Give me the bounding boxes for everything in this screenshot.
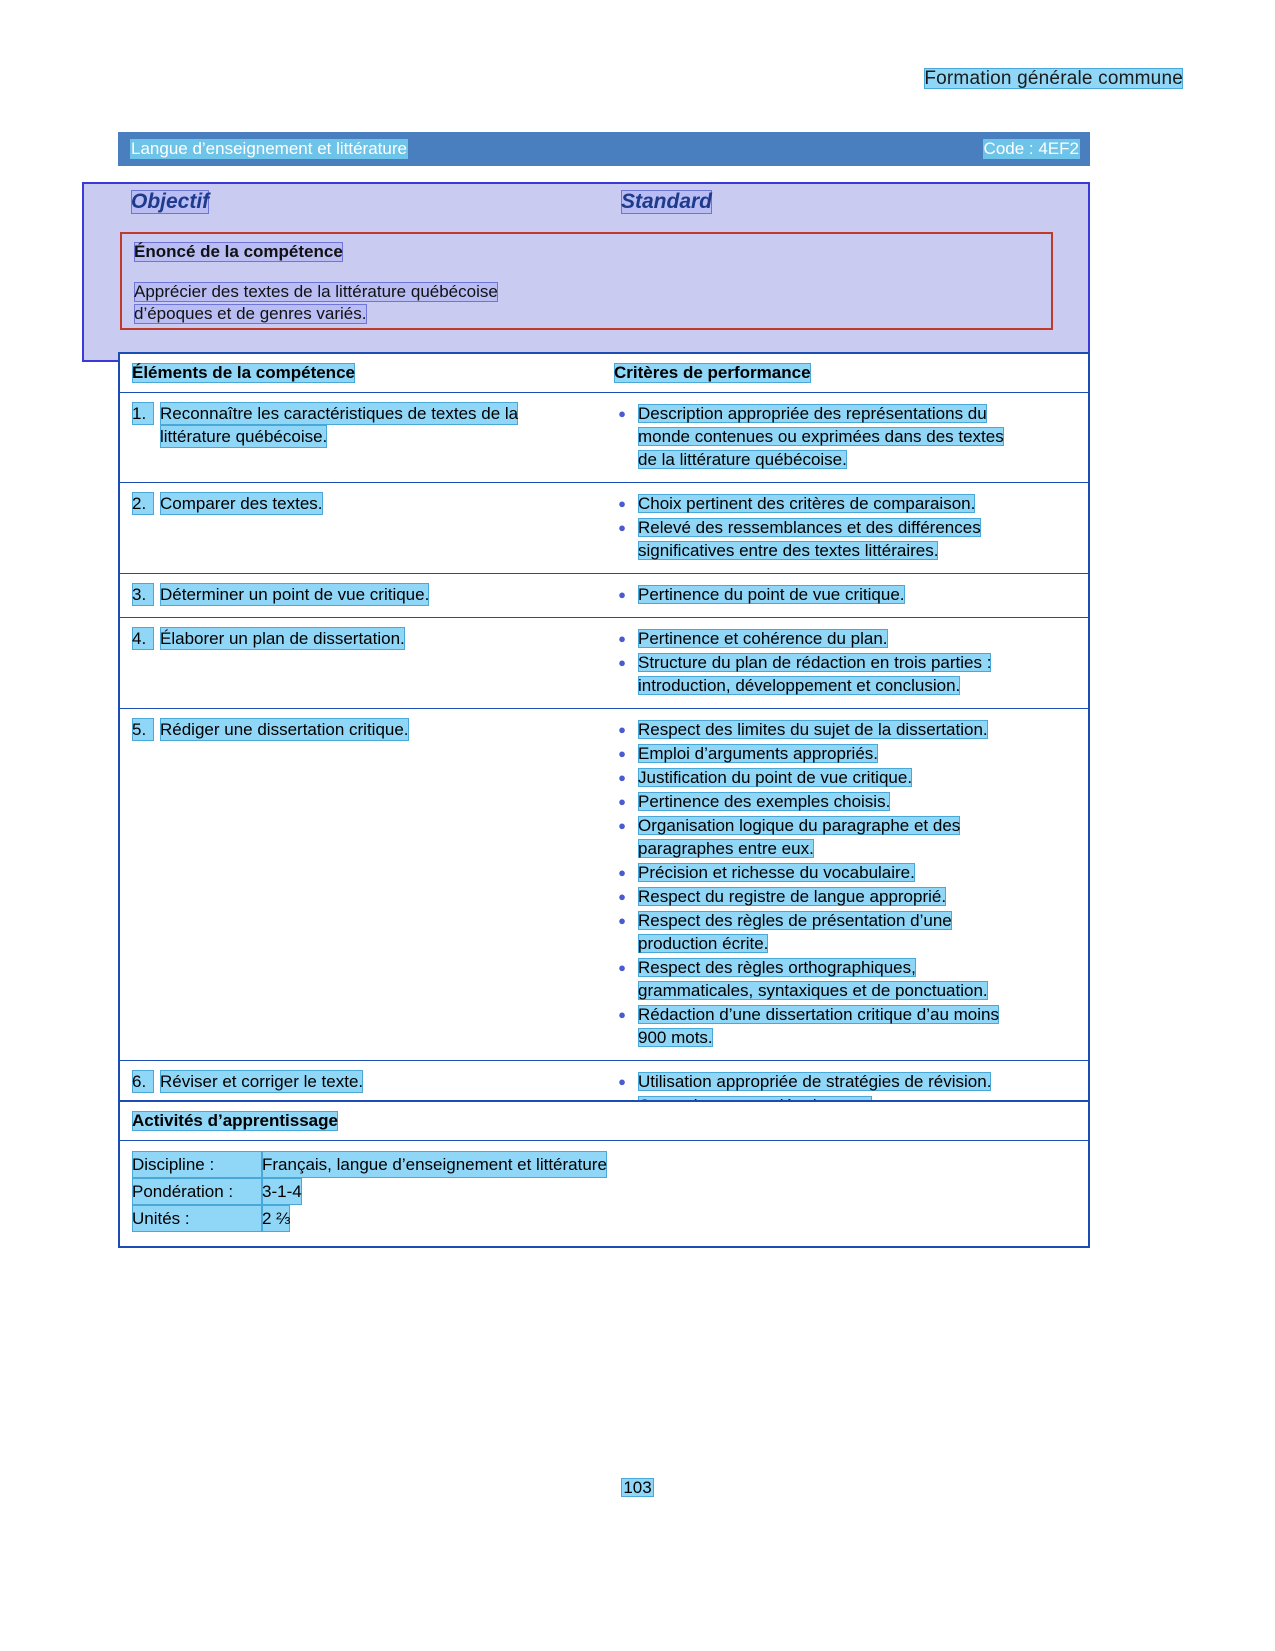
discipline-title-bar <box>118 132 1090 166</box>
enonce-competence-title: Énoncé de la compétence <box>134 242 343 261</box>
enonce-competence-line-1: Apprécier des textes de la littérature québécoise <box>134 282 498 301</box>
criterion-text: 900 mots. <box>638 1028 713 1047</box>
criterion-item <box>616 516 1080 562</box>
criterion-item <box>616 1003 1080 1049</box>
criterion-item <box>616 909 1080 955</box>
bullet-icon: ● <box>618 520 626 535</box>
criterion-text: de la littérature québécoise. <box>638 450 847 469</box>
page-header-running-title <box>924 68 1183 90</box>
element-number: 2. <box>132 492 154 515</box>
bullet-icon: ● <box>618 631 626 646</box>
criterion-text: Choix pertinent des critères de comparaison. <box>638 494 976 513</box>
criterion-item <box>616 583 1080 606</box>
element-text: Élaborer un plan de dissertation. <box>160 629 405 648</box>
criteria-cell <box>608 709 1088 1060</box>
criterion-item <box>616 766 1080 789</box>
criterion-text: grammaticales, syntaxiques et de ponctuation. <box>638 981 988 1000</box>
element-cell <box>120 618 608 708</box>
element-line <box>132 402 600 425</box>
element-number: 3. <box>132 583 154 606</box>
bullet-icon: ● <box>618 794 626 809</box>
activity-line <box>132 1205 1076 1232</box>
criterion-text: Structure du plan de rédaction en trois parties : <box>638 653 992 672</box>
criterion-item <box>616 742 1080 765</box>
criterion-text: Description appropriée des représentations du <box>638 404 987 423</box>
activity-label: Discipline : <box>132 1151 262 1178</box>
element-line <box>132 583 600 606</box>
bullet-icon: ● <box>618 1007 626 1022</box>
criterion-item <box>616 956 1080 1002</box>
learning-activities-title: Activités d’apprentissage <box>132 1111 338 1130</box>
learning-activities-header <box>120 1102 1088 1141</box>
bullet-icon: ● <box>618 889 626 904</box>
criterion-text: Relevé des ressemblances et des différences <box>638 518 981 537</box>
criterion-text: Pertinence et cohérence du plan. <box>638 629 888 648</box>
column-header-criteria: Critères de performance <box>614 363 811 382</box>
bullet-icon: ● <box>618 1074 626 1089</box>
objectif-label: Objectif <box>131 190 210 213</box>
criterion-text: Utilisation appropriée de stratégies de révision. <box>638 1072 992 1091</box>
activity-value: Français, langue d’enseignement et littérature <box>262 1151 607 1178</box>
bullet-icon: ● <box>618 655 626 670</box>
criterion-item <box>616 651 1080 697</box>
page-number: 103 <box>623 1478 652 1497</box>
criterion-text: Pertinence du point de vue critique. <box>638 585 905 604</box>
activity-line <box>132 1178 1076 1205</box>
discipline-name: Langue d’enseignement et littérature <box>131 139 407 158</box>
activity-value: 2 ⅔ <box>262 1205 290 1232</box>
table-row <box>120 618 1088 709</box>
page-footer <box>0 1478 1275 1498</box>
element-line <box>132 1070 600 1093</box>
activity-value: 3-1-4 <box>262 1178 302 1205</box>
criterion-item <box>616 814 1080 860</box>
criterion-text: Respect des limites du sujet de la dissertation. <box>638 720 988 739</box>
activity-line <box>132 1151 1076 1178</box>
element-text: Comparer des textes. <box>160 494 323 513</box>
element-text: Rédiger une dissertation critique. <box>160 720 409 739</box>
element-line <box>132 627 600 650</box>
learning-activities-body <box>120 1141 1088 1246</box>
bullet-icon: ● <box>618 406 626 421</box>
element-cell <box>120 574 608 617</box>
table-row <box>120 393 1088 483</box>
criterion-text: Précision et richesse du vocabulaire. <box>638 863 915 882</box>
criterion-text: monde contenues ou exprimées dans des textes <box>638 427 1004 446</box>
criterion-text: Organisation logique du paragraphe et des <box>638 816 961 835</box>
element-text: Réviser et corriger le texte. <box>160 1072 364 1091</box>
activity-label: Unités : <box>132 1205 262 1232</box>
element-line <box>132 425 600 448</box>
criteria-cell <box>608 574 1088 617</box>
bullet-icon: ● <box>618 913 626 928</box>
table-row <box>120 709 1088 1061</box>
bullet-icon: ● <box>618 746 626 761</box>
element-text: Reconnaître les caractéristiques de textes de la <box>160 404 519 423</box>
criterion-item <box>616 627 1080 650</box>
element-text: Déterminer un point de vue critique. <box>160 585 430 604</box>
criterion-text: Pertinence des exemples choisis. <box>638 792 891 811</box>
table-row <box>120 483 1088 574</box>
element-cell <box>120 483 608 573</box>
criterion-item <box>616 861 1080 884</box>
enonce-competence-box <box>120 232 1053 330</box>
criteria-cell <box>608 393 1088 482</box>
criterion-text: Respect du registre de langue approprié. <box>638 887 947 906</box>
learning-activities-box <box>118 1100 1090 1248</box>
element-cell <box>120 393 608 482</box>
objectif-standard-banner <box>82 182 1090 362</box>
element-text: littérature québécoise. <box>160 427 328 446</box>
criteria-cell <box>608 618 1088 708</box>
element-number-spacer <box>132 425 154 448</box>
bullet-icon: ● <box>618 865 626 880</box>
standard-label: Standard <box>621 190 713 213</box>
criterion-text: paragraphes entre eux. <box>638 839 814 858</box>
activity-label: Pondération : <box>132 1178 262 1205</box>
criterion-text: significatives entre des textes littéraires. <box>638 541 939 560</box>
criterion-item <box>616 402 1080 471</box>
bullet-icon: ● <box>618 587 626 602</box>
bullet-icon: ● <box>618 960 626 975</box>
bullet-icon: ● <box>618 496 626 511</box>
element-number: 5. <box>132 718 154 741</box>
criterion-text: Respect des règles de présentation d’une <box>638 911 952 930</box>
bullet-icon: ● <box>618 818 626 833</box>
column-header-elements: Éléments de la compétence <box>132 363 355 382</box>
criterion-item <box>616 790 1080 813</box>
bullet-icon: ● <box>618 722 626 737</box>
criterion-text: production écrite. <box>638 934 769 953</box>
element-number: 4. <box>132 627 154 650</box>
criterion-text: Rédaction d’une dissertation critique d’au moins <box>638 1005 999 1024</box>
competence-code: Code : 4EF2 <box>983 139 1079 158</box>
criterion-text: Justification du point de vue critique. <box>638 768 913 787</box>
criterion-item <box>616 885 1080 908</box>
element-line <box>132 492 600 515</box>
criterion-item <box>616 1070 1080 1093</box>
table-row <box>120 574 1088 618</box>
element-number: 1. <box>132 402 154 425</box>
enonce-competence-line-2: d’époques et de genres variés. <box>134 304 367 323</box>
criterion-item <box>616 492 1080 515</box>
element-number: 6. <box>132 1070 154 1093</box>
element-cell <box>120 709 608 1060</box>
competence-table-header <box>120 354 1088 393</box>
criterion-item <box>616 718 1080 741</box>
criterion-text: introduction, développement et conclusion. <box>638 676 961 695</box>
criteria-cell <box>608 483 1088 573</box>
competence-table <box>118 352 1090 1130</box>
bullet-icon: ● <box>618 770 626 785</box>
criterion-text: Respect des règles orthographiques, <box>638 958 916 977</box>
element-line <box>132 718 600 741</box>
page-header-text: Formation générale commune <box>924 68 1183 89</box>
criterion-text: Emploi d’arguments appropriés. <box>638 744 879 763</box>
